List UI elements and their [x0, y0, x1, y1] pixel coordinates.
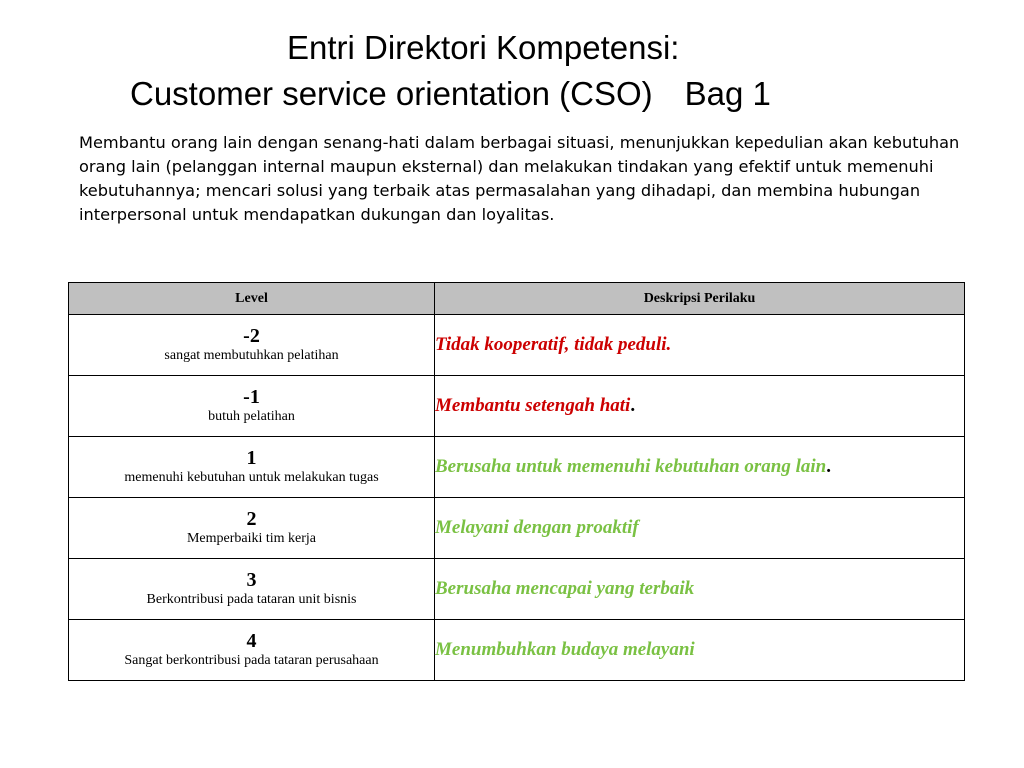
title-line-2 — [130, 74, 771, 114]
header-level: Level — [69, 283, 435, 315]
behavior-trailing: . — [630, 395, 636, 416]
behavior-trailing: . — [826, 456, 831, 477]
table-row — [69, 620, 965, 681]
level-description: Sangat berkontribusi pada tataran perusahaan — [124, 653, 379, 668]
level-description: sangat membutuhkan pelatihan — [164, 348, 339, 363]
table-row — [69, 498, 965, 559]
behavior-text: Berusaha mencapai yang terbaik — [435, 578, 695, 599]
level-number: 2 — [246, 508, 257, 530]
level-cell — [69, 498, 435, 559]
level-number: 4 — [246, 630, 257, 652]
behavior-cell — [435, 620, 965, 681]
level-number: 3 — [246, 569, 257, 591]
level-number: 1 — [246, 447, 257, 469]
table-row — [69, 437, 965, 498]
table-row — [69, 559, 965, 620]
level-number: -2 — [243, 325, 260, 347]
title-line-1: Entri Direktori Kompetensi: — [287, 29, 680, 66]
behavior-cell — [435, 498, 965, 559]
behavior-cell — [435, 437, 965, 498]
level-description: Memperbaiki tim kerja — [186, 531, 317, 546]
level-description: butuh pelatihan — [208, 409, 295, 424]
competency-description: Membantu orang lain dengan senang-hati dalam berbagai situasi, menunjukkan kepedulian akan kebutuhan orang lain (pelanggan internal maupun eksternal) dan melakukan tindakan yang efektif untuk memenuhi kebutuhannya; mencari solusi yang terbaik atas permasalahan yang dihadapi, dan membina hubungan interpersonal untuk mendapatkan dukungan dan loyalitas. — [79, 133, 960, 224]
level-cell — [69, 559, 435, 620]
behavior-text: Tidak kooperatif, tidak peduli. — [435, 334, 672, 355]
header-behavior: Deskripsi Perilaku — [435, 283, 965, 315]
level-cell — [69, 376, 435, 437]
table-header-row — [69, 283, 965, 315]
level-description: Berkontribusi pada tataran unit bisnis — [146, 592, 357, 607]
behavior-cell — [435, 559, 965, 620]
behavior-text: Melayani dengan proaktif — [435, 517, 639, 538]
level-number: -1 — [243, 386, 260, 408]
table-row — [69, 315, 965, 376]
level-cell — [69, 315, 435, 376]
behavior-text: Berusaha untuk memenuhi kebutuhan orang lain — [435, 456, 827, 477]
level-description: memenuhi kebutuhan untuk melakukan tugas — [124, 470, 379, 485]
behavior-text: Menumbuhkan budaya melayani — [435, 639, 695, 660]
level-cell — [69, 437, 435, 498]
table-row — [69, 376, 965, 437]
behavior-cell — [435, 315, 965, 376]
competency-level-table — [68, 282, 965, 681]
behavior-cell — [435, 376, 965, 437]
title-competency-name: Customer service orientation (CSO) — [130, 75, 653, 112]
title-part-label: Bag 1 — [684, 75, 771, 112]
behavior-text: Membantu setengah hati — [435, 395, 631, 416]
level-cell — [69, 620, 435, 681]
